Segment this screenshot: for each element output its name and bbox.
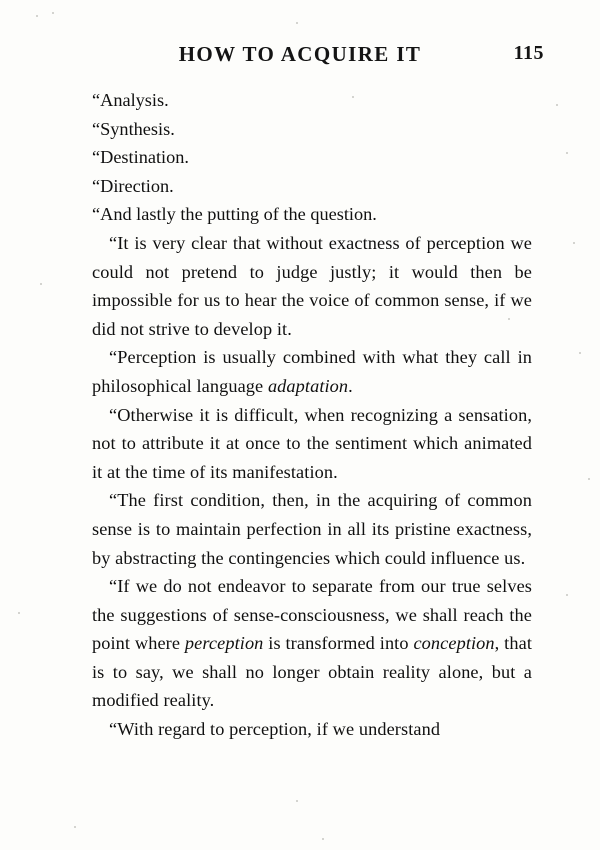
scan-speck xyxy=(52,12,54,14)
body-text: “If we do not endeavor to separate from our true selves the suggestions of sense-consciousness, we shall reach the point where xyxy=(92,576,532,654)
scan-speck xyxy=(573,242,575,244)
body-text: “It is very clear that without exactness of perception we could not pretend to judge justly; it would then be impossible for us to hear the voice of common sense, if we did not strive to develop it. xyxy=(92,232,532,339)
scan-speck xyxy=(296,22,298,24)
scan-speck xyxy=(588,478,590,480)
running-head xyxy=(0,42,600,67)
body-text: . xyxy=(348,375,353,396)
scan-speck xyxy=(296,800,298,802)
body-text: “Otherwise it is difficult, when recognizing a sensation, not to attribute it at once to the sentiment which animated it at the time of its manifestation. xyxy=(92,404,532,482)
running-head-title: HOW TO ACQUIRE IT xyxy=(178,42,422,66)
body-text: , that is to say, we shall no longer obtain reality alone, but a modified reality. xyxy=(92,633,532,711)
paragraph xyxy=(92,486,532,572)
list-item: “Destination. xyxy=(92,147,189,168)
scan-speck xyxy=(579,352,581,354)
paragraph xyxy=(92,229,532,343)
body-text: “The first condition, then, in the acquiring of common sense is to maintain perfection in all its pristine exactness, by abstracting the contingencies which could influence us. xyxy=(92,490,532,568)
body-text: “Perception is usually combined with what they call in philosophical language xyxy=(92,347,532,396)
scan-speck xyxy=(556,104,558,106)
scan-speck xyxy=(566,152,568,154)
paragraph xyxy=(92,572,532,715)
scan-speck xyxy=(322,838,324,840)
paragraph xyxy=(92,715,532,744)
list-item: “Analysis. xyxy=(92,90,169,110)
page-number: 115 xyxy=(513,42,544,64)
body-text: “With regard to perception, if we understand xyxy=(109,719,441,740)
emphasis-text: perception xyxy=(184,633,264,654)
paragraph xyxy=(92,401,532,487)
scan-speck xyxy=(36,15,38,17)
list-item: “Direction. xyxy=(92,175,174,196)
emphasis-text: adaptation xyxy=(267,375,349,396)
list-item: “And lastly the putting of the question. xyxy=(92,204,377,225)
body-text: is transformed into xyxy=(263,633,414,654)
page-body xyxy=(92,86,532,744)
emphasis-text: conception xyxy=(413,633,495,654)
list-item: “Synthesis. xyxy=(92,118,175,139)
scan-speck xyxy=(40,283,42,285)
scan-speck xyxy=(74,826,76,828)
paragraph xyxy=(92,343,532,400)
scan-speck xyxy=(18,612,20,614)
scan-speck xyxy=(566,594,568,596)
